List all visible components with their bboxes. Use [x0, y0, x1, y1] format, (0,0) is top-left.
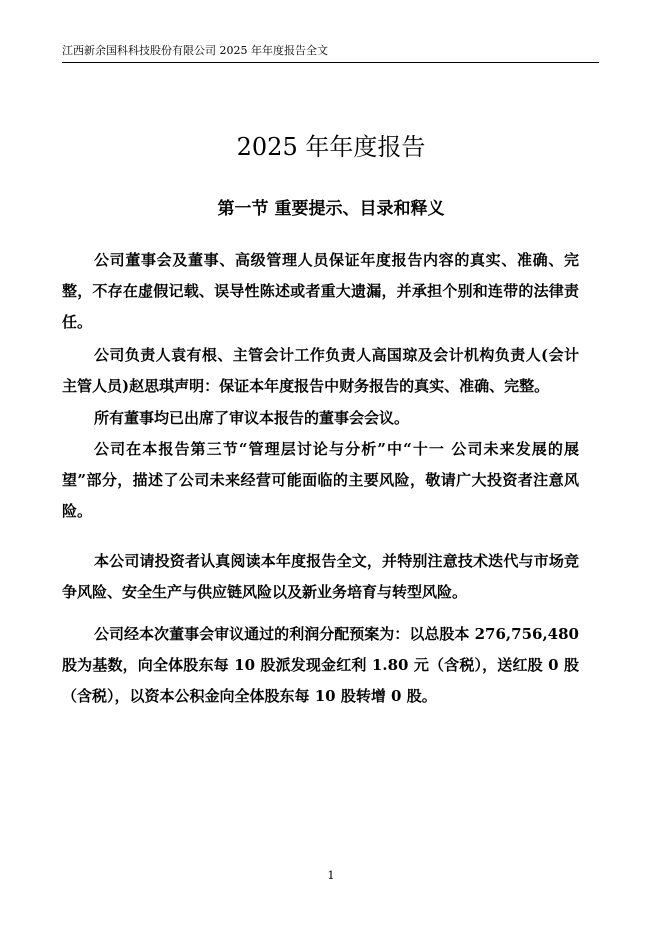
- header-text: 江西新余国科科技股份有限公司 2025 年年度报告全文: [62, 44, 328, 57]
- paragraph-directors-attendance: 所有董事均已出席了审议本报告的董事会会议。: [94, 409, 410, 427]
- page-number: 1: [327, 869, 335, 882]
- paragraph-risk-notice: 公司在本报告第三节“管理层讨论与分析”中“十一 公司未来发展的展望”部分，描述了公司未来经营可能面临的主要风险，敬请广大投资者注意风险。: [62, 440, 579, 520]
- paragraph-board-guarantee: 公司董事会及董事、高级管理人员保证年度报告内容的真实、准确、完整，不存在虚假记载、误导性陈述或者重大遗漏，并承担个别和连带的法律责任。: [62, 251, 579, 331]
- section-title: 第一节 重要提示、目录和释义: [217, 199, 445, 219]
- paragraph-profit-distribution: 公司经本次董事会审议通过的利润分配预案为：以总股本 276,756,480 股为基数，向全体股东每 10 股派发现金红利 1.80 元（含税），送红股 0 股（含税），以资本公积金向全体股东每 10 股转增 0 股。: [62, 625, 579, 705]
- report-title: 2025 年年度报告: [236, 133, 426, 161]
- paragraph-investor-reminder: 本公司请投资者认真阅读本年度报告全文，并特别注意技术迭代与市场竞争风险、安全生产与供应链风险以及新业务培育与转型风险。: [62, 552, 579, 601]
- paragraph-responsible-persons: 公司负责人袁有根、主管会计工作负责人高国琼及会计机构负责人(会计主管人员)赵思琪声明：保证本年度报告中财务报告的真实、准确、完整。: [62, 346, 579, 395]
- header-divider: [62, 62, 599, 63]
